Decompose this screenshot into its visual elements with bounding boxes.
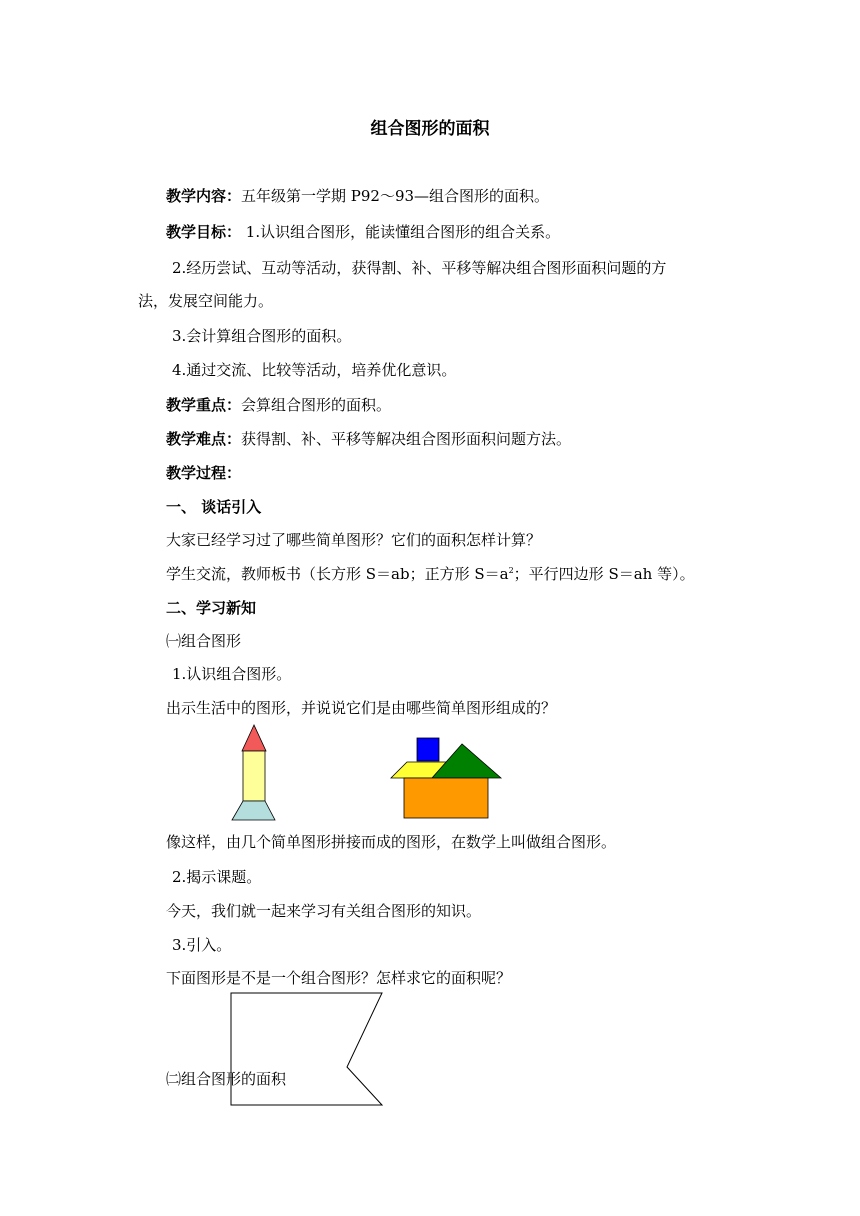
rocket-base-trapezoid bbox=[232, 801, 275, 820]
step-3-question: 下面图形是不是一个组合图形？怎样求它的面积呢？ bbox=[166, 969, 512, 987]
house-roof-triangle bbox=[432, 744, 501, 778]
board-notes-sup: 2 bbox=[508, 566, 514, 575]
rocket-figure bbox=[228, 722, 284, 822]
page-title: 组合图形的面积 bbox=[370, 119, 490, 139]
house-body-rectangle bbox=[404, 778, 488, 818]
section-1-question: 大家已经学习过了哪些简单图形？它们的面积怎样计算？ bbox=[166, 531, 542, 549]
teaching-goals bbox=[166, 221, 560, 243]
subsection-1: ㈠组合图形 bbox=[166, 632, 242, 650]
step-3: 3.引入。 bbox=[172, 936, 232, 954]
rocket-tip-triangle bbox=[242, 725, 266, 751]
difficulty-label: 教学难点： bbox=[166, 430, 242, 448]
board-notes bbox=[166, 563, 695, 585]
content-label: 教学内容： bbox=[166, 187, 242, 205]
board-notes-a: 学生交流，教师板书（长方形 S＝ab；正方形 S＝a bbox=[166, 565, 509, 583]
step-2-text: 今天，我们就一起来学习有关组合图形的知识。 bbox=[166, 902, 482, 920]
goals-label: 教学目标： bbox=[166, 223, 242, 241]
section-1-heading: 一、 谈话引入 bbox=[166, 498, 262, 516]
difficulty-text: 获得割、补、平移等解决组合图形面积问题方法。 bbox=[241, 430, 572, 448]
definition: 像这样，由几个简单图形拼接而成的图形，在数学上叫做组合图形。 bbox=[166, 833, 617, 851]
teaching-content bbox=[166, 185, 549, 207]
rocket-body-rectangle bbox=[243, 751, 265, 801]
board-notes-b: ；平行四边形 S＝ah 等）。 bbox=[513, 565, 695, 583]
content-text: 五年级第一学期 P92～93—组合图形的面积。 bbox=[241, 187, 550, 205]
goal-1: 1.认识组合图形，能读懂组合图形的组合关系。 bbox=[241, 223, 561, 241]
difficulty bbox=[166, 428, 571, 450]
goal-4: 4.通过交流、比较等活动，培养优化意识。 bbox=[172, 361, 457, 379]
goal-2-line-1: 2.经历尝试、互动等活动，获得割、补、平移等解决组合图形面积问题的方 bbox=[172, 259, 667, 277]
step-2: 2.揭示课题。 bbox=[172, 868, 262, 886]
process-label: 教学过程： bbox=[166, 464, 242, 482]
goal-2-line-2: 法，发展空间能力。 bbox=[138, 292, 274, 310]
key-point-label: 教学重点： bbox=[166, 396, 242, 414]
subsection-2: ㈡组合图形的面积 bbox=[166, 1070, 287, 1088]
key-point bbox=[166, 394, 391, 416]
step-1: 1.认识组合图形。 bbox=[172, 665, 292, 683]
house-square bbox=[417, 738, 439, 761]
house-figure bbox=[388, 735, 506, 823]
key-point-text: 会算组合图形的面积。 bbox=[241, 396, 392, 414]
section-2-heading: 二、学习新知 bbox=[166, 599, 257, 617]
composite-flag-figure bbox=[228, 990, 388, 1110]
goal-3: 3.会计算组合图形的面积。 bbox=[172, 327, 352, 345]
step-1-question: 出示生活中的图形，并说说它们是由哪些简单图形组成的？ bbox=[166, 699, 557, 717]
